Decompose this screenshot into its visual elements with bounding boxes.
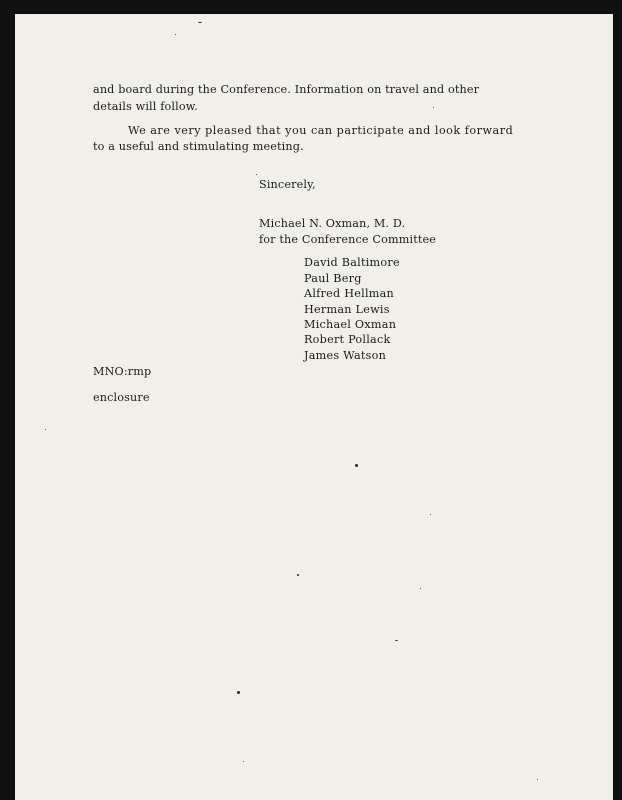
paper-speck [395, 640, 398, 641]
paper-speck [256, 174, 257, 175]
paper-speck [297, 574, 299, 576]
signer-role: for the Conference Committee [259, 233, 437, 246]
paper-speck [175, 34, 176, 35]
paper-speck [237, 691, 240, 694]
committee-member: Paul Berg [304, 272, 362, 285]
paper-speck [243, 761, 244, 762]
paragraph-1-line-1: and board during the Conference. Information on travel and other [93, 83, 480, 96]
paper-speck [45, 429, 46, 430]
paper-speck [420, 588, 421, 589]
paragraph-2-line-1: We are very pleased that you can participate and look forward [128, 124, 514, 137]
paper-speck [430, 514, 431, 515]
paragraph-1-line-2: details will follow. [93, 100, 198, 113]
committee-member: Herman Lewis [304, 303, 390, 316]
paper-speck [433, 107, 434, 108]
enclosure-note: enclosure [93, 391, 150, 404]
committee-member: David Baltimore [304, 256, 400, 269]
paper-speck [537, 779, 538, 780]
paper-speck [198, 22, 202, 23]
reference-initials: MNO:rmp [93, 365, 152, 378]
signer-name: Michael N. Oxman, M. D. [259, 217, 406, 230]
committee-member: James Watson [304, 349, 387, 362]
letter-page [15, 14, 613, 800]
committee-member: Michael Oxman [304, 318, 397, 331]
closing: Sincerely, [259, 178, 316, 191]
committee-member: Alfred Hellman [304, 287, 395, 300]
paragraph-2-line-2: to a useful and stimulating meeting. [93, 140, 304, 153]
paper-speck [355, 464, 358, 467]
committee-member: Robert Pollack [304, 333, 391, 346]
